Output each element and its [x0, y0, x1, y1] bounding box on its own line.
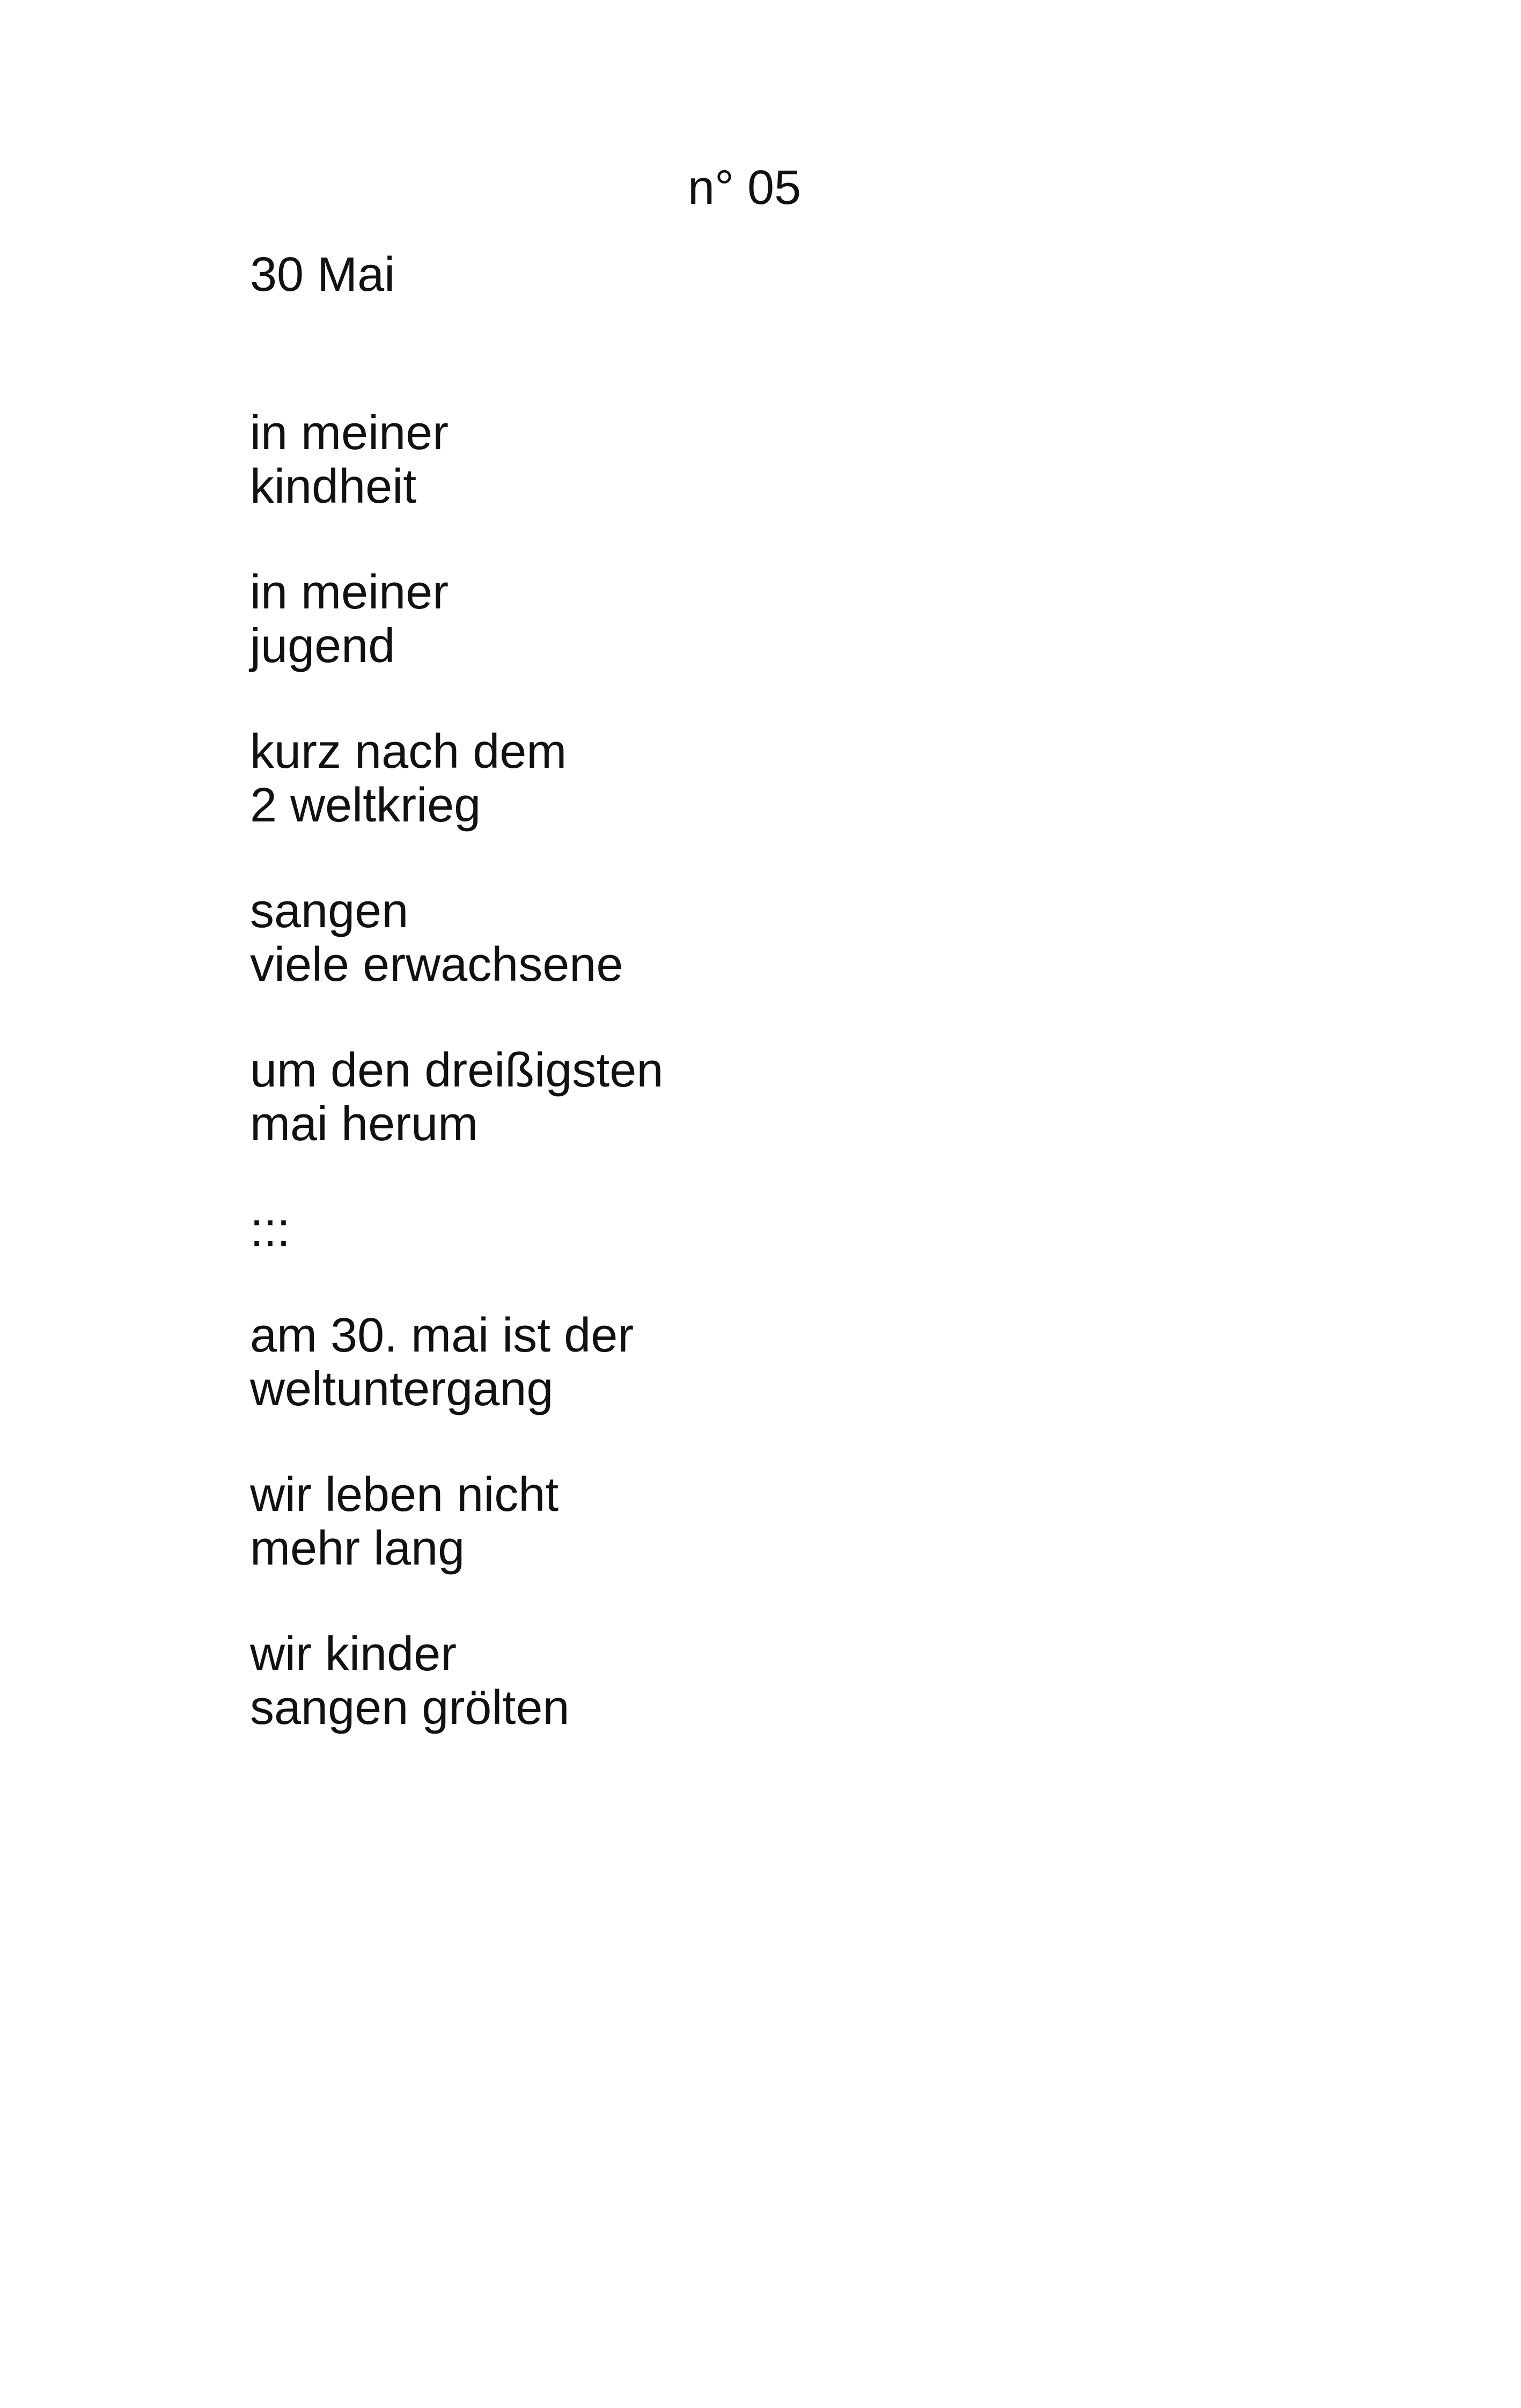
stanza — [250, 1468, 1269, 1575]
page-number: n° 05 — [688, 161, 802, 215]
poem-line: 2 weltkrieg — [250, 779, 481, 832]
poem-line: sangen — [250, 884, 409, 938]
poem-body — [250, 406, 1269, 1787]
poem-line: um den dreißigsten — [250, 1044, 664, 1097]
stanza — [250, 1044, 1269, 1151]
poem-line: mehr lang — [250, 1522, 465, 1575]
stanza — [250, 725, 1269, 832]
poem-line: jugend — [250, 619, 395, 673]
poem-line: mai herum — [250, 1097, 479, 1151]
poem-line: wir leben nicht — [250, 1468, 559, 1522]
stanza — [250, 406, 1269, 513]
poem-line: in meiner — [250, 566, 449, 619]
stanza-separator — [250, 1203, 1269, 1257]
poem-line: weltuntergang — [250, 1362, 554, 1416]
stanza — [250, 884, 1269, 992]
poem-line: sangen grölten — [250, 1681, 570, 1735]
poem-line: am 30. mai ist der — [250, 1309, 634, 1362]
poem-line: kindheit — [250, 460, 417, 513]
poem-line: wir kinder — [250, 1627, 457, 1681]
poem-line: kurz nach dem — [250, 725, 567, 779]
separator-mark: ::: — [250, 1203, 291, 1257]
stanza — [250, 1627, 1269, 1735]
poem-title: 30 Mai — [250, 248, 395, 302]
poem-line: viele erwachsene — [250, 938, 623, 992]
poem-line: in meiner — [250, 406, 449, 460]
stanza — [250, 1309, 1269, 1416]
stanza — [250, 566, 1269, 673]
